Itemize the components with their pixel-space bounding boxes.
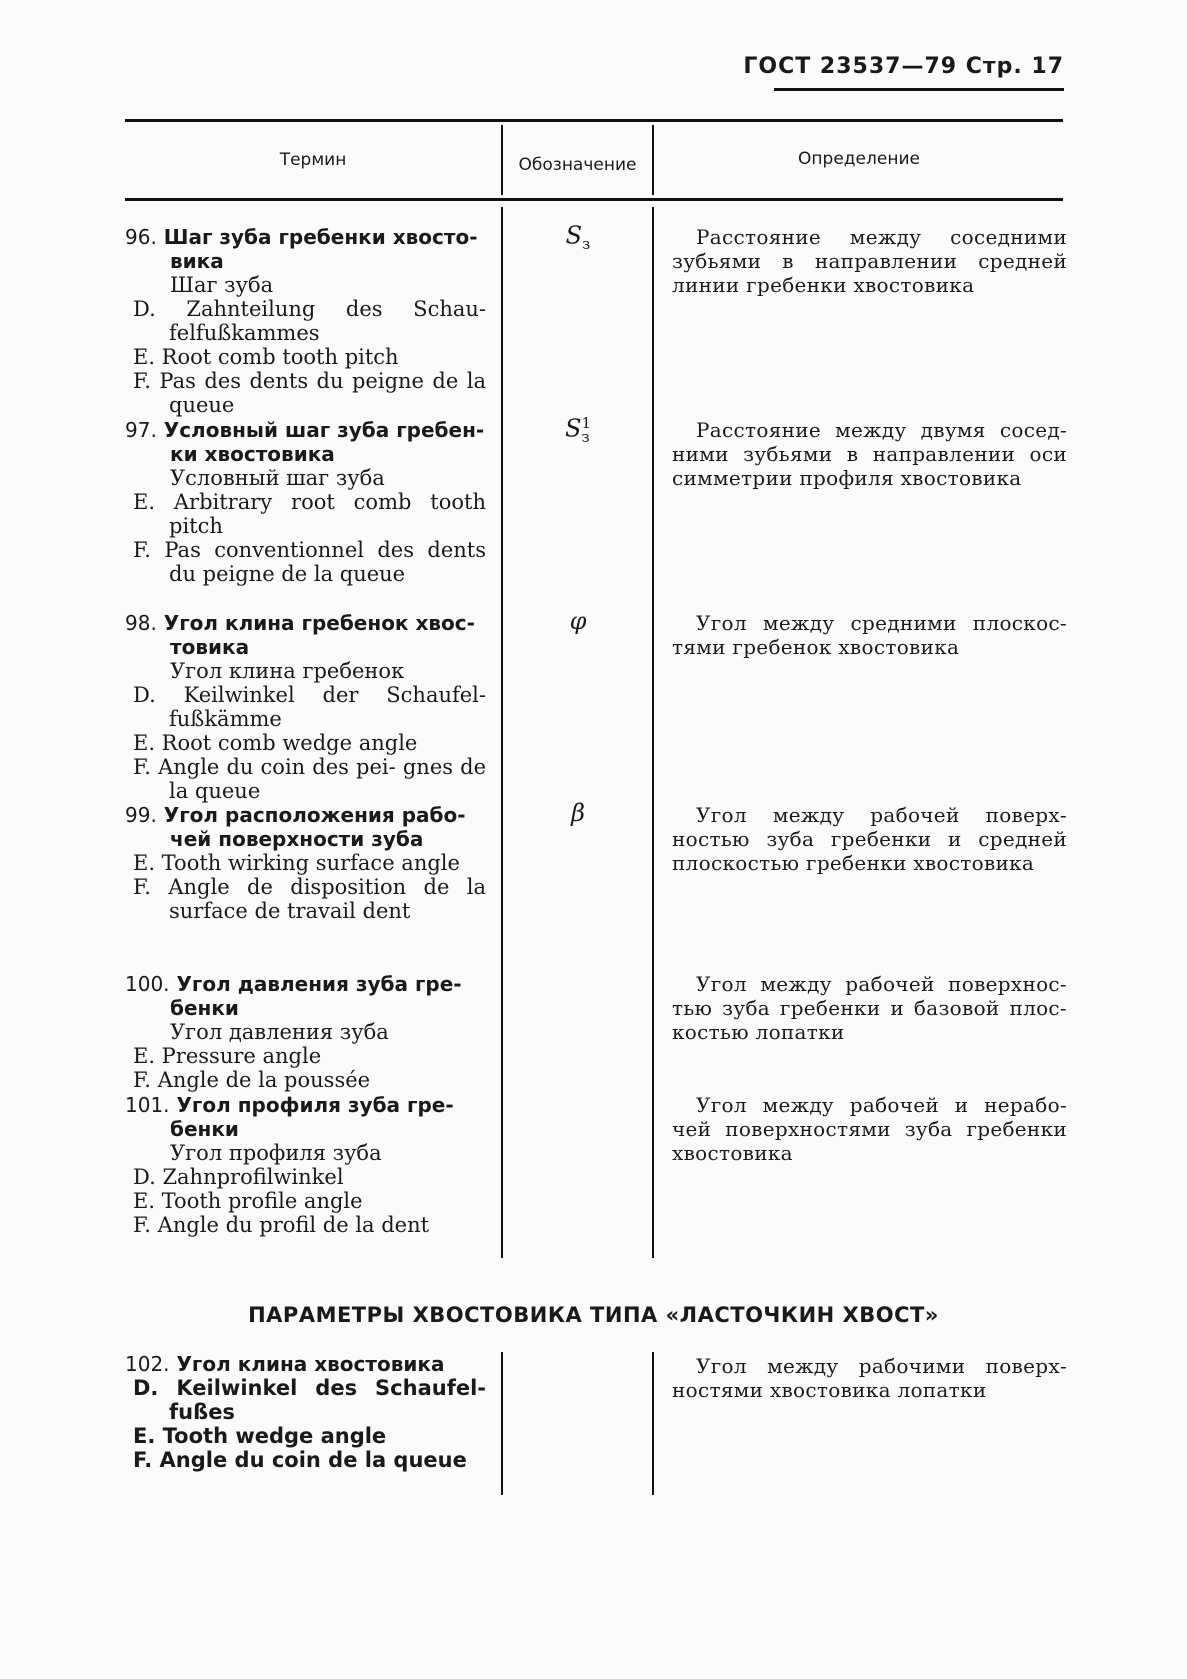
column-header-definition: Определение (798, 149, 920, 169)
entry-title: Условный шаг зуба гребен- (163, 418, 485, 442)
entry-title-line (125, 225, 486, 249)
symbol-superscript: 1 (581, 414, 591, 432)
entry-foreign-term: F. Angle de la poussée (133, 1068, 371, 1092)
entry-foreign-term: F. Angle du coin des pei- gnes de la queue (133, 755, 486, 803)
entry-sub: F. Angle du coin de la queue (133, 1448, 467, 1472)
entry-foreign-term: E. Tooth profile angle (133, 1189, 363, 1213)
term-entry-97 (125, 418, 486, 586)
entry-foreign-term: F. Angle de disposition de la surface de travail dent (133, 875, 486, 923)
definition-100: Угол между рабочей поверхнос-тью зуба гребенки и базовой плос-костью лопатки (672, 972, 1067, 1044)
col-divider-1-102 (501, 1352, 503, 1495)
entry-short-term: Угол профиля зуба (170, 1141, 382, 1165)
entry-title: Шаг зуба гребенки хвосто- (163, 225, 478, 249)
symbol-subscript: з (581, 428, 590, 446)
entry-title-line (125, 803, 486, 827)
entry-title: Угол клина хвостовика (176, 1352, 445, 1376)
symbol-base: S (565, 414, 582, 443)
entry-short-term: Угол давления зуба (170, 1020, 389, 1044)
entry-short-term: Условный шаг зуба (170, 466, 385, 490)
section-title: ПАРАМЕТРЫ ХВОСТОВИКА ТИПА «ЛАСТОЧКИН ХВОСТ» (248, 1303, 939, 1327)
entry-title-line (125, 1093, 486, 1117)
entry-title-line (125, 611, 486, 635)
header-rule (774, 88, 1064, 91)
table-head-rule (125, 198, 1063, 201)
definition-97: Расстояние между двумя сосед-ними зубьями в направлении оси симметрии профиля хвостовика (672, 418, 1067, 490)
term-entry-101 (125, 1093, 486, 1237)
term-entry-96 (125, 225, 486, 417)
entry-foreign-term: E. Root comb tooth pitch (133, 345, 399, 369)
definition-96: Расстояние между соседними зубьями в направлении средней линии гребенки хвостовика (672, 225, 1067, 297)
symbol-subscript: з (582, 235, 591, 253)
symbol-98 (504, 609, 652, 633)
entry-foreign-term: D. Keilwinkel der Schaufel- fußkämme (133, 683, 486, 731)
entry-number: 102. (125, 1352, 170, 1376)
entry-title: Угол давления зуба гре- (176, 972, 462, 996)
term-entry-99 (125, 803, 486, 923)
entry-number: 97. (125, 418, 157, 442)
entry-foreign-term: E. Arbitrary root comb tooth pitch (133, 490, 486, 538)
table-top-rule (125, 119, 1063, 122)
entry-title-line: товика (170, 635, 250, 659)
entry-number: 96. (125, 225, 157, 249)
entry-title: Угол клина гребенок хвос- (163, 611, 475, 635)
entry-number: 100. (125, 972, 170, 996)
term-entry-102 (125, 1352, 486, 1472)
entry-title-line: бенки (170, 1117, 239, 1141)
entry-title: Угол расположения рабо- (163, 803, 466, 827)
entry-title-line (125, 972, 486, 996)
entry-title-line: чей поверхности зуба (170, 827, 424, 851)
entry-number: 99. (125, 803, 157, 827)
entry-foreign-term: D. Zahnprofilwinkel (133, 1165, 344, 1189)
entry-foreign-term: F. Pas des dents du peigne de la queue (133, 369, 486, 417)
symbol-97 (504, 416, 652, 444)
page-header: ГОСТ 23537—79 Стр. 17 (743, 54, 1064, 79)
definition-101: Угол между рабочей и нерабо-чей поверхностями зуба гребенки хвостовика (672, 1093, 1067, 1165)
entry-foreign-term: E. Tooth wirking surface angle (133, 851, 460, 875)
col-divider-2-102 (652, 1352, 654, 1495)
entry-title-line: вика (170, 249, 224, 273)
term-entry-98 (125, 611, 486, 803)
symbol-99 (504, 801, 652, 825)
entry-title-line: ки хвостовика (170, 442, 335, 466)
definition-102: Угол между рабочими поверх-ностями хвостовика лопатки (672, 1354, 1067, 1402)
symbol-base: β (571, 799, 585, 827)
symbol-96 (504, 223, 652, 251)
entry-title-line: бенки (170, 996, 239, 1020)
definition-98: Угол между средними плоскос-тями гребенок хвостовика (672, 611, 1067, 659)
entry-foreign-term: F. Pas conventionnel des dents du peigne de la queue (133, 538, 486, 586)
column-header-symbol: Обозначение (518, 155, 637, 175)
entry-title: Угол профиля зуба гре- (176, 1093, 454, 1117)
entry-short-term: Угол клина гребенок (170, 659, 405, 683)
symbol-base: S (565, 221, 583, 250)
definition-99: Угол между рабочей поверх-ностью зуба гребенки и средней плоскостью гребенки хвостовика (672, 803, 1067, 875)
entry-foreign-term: D. Zahnteilung des Schau- felfußkammes (133, 297, 486, 345)
col-divider-1-body (501, 207, 503, 1258)
symbol-base: φ (569, 607, 587, 635)
entry-number: 98. (125, 611, 157, 635)
term-entry-100 (125, 972, 486, 1092)
entry-foreign-term: F. Angle du profil de la dent (133, 1213, 430, 1237)
entry-foreign-term: E. Pressure angle (133, 1044, 322, 1068)
entry-title-line (125, 418, 486, 442)
entry-sub: D. Keilwinkel des Schaufel- fußes (133, 1376, 486, 1424)
entry-foreign-term: E. Root comb wedge angle (133, 731, 418, 755)
entry-number: 101. (125, 1093, 170, 1117)
entry-short-term: Шаг зуба (170, 273, 274, 297)
entry-sub: E. Tooth wedge angle (133, 1424, 387, 1448)
col-divider-2-body (652, 207, 654, 1258)
column-header-term: Термин (279, 150, 347, 170)
